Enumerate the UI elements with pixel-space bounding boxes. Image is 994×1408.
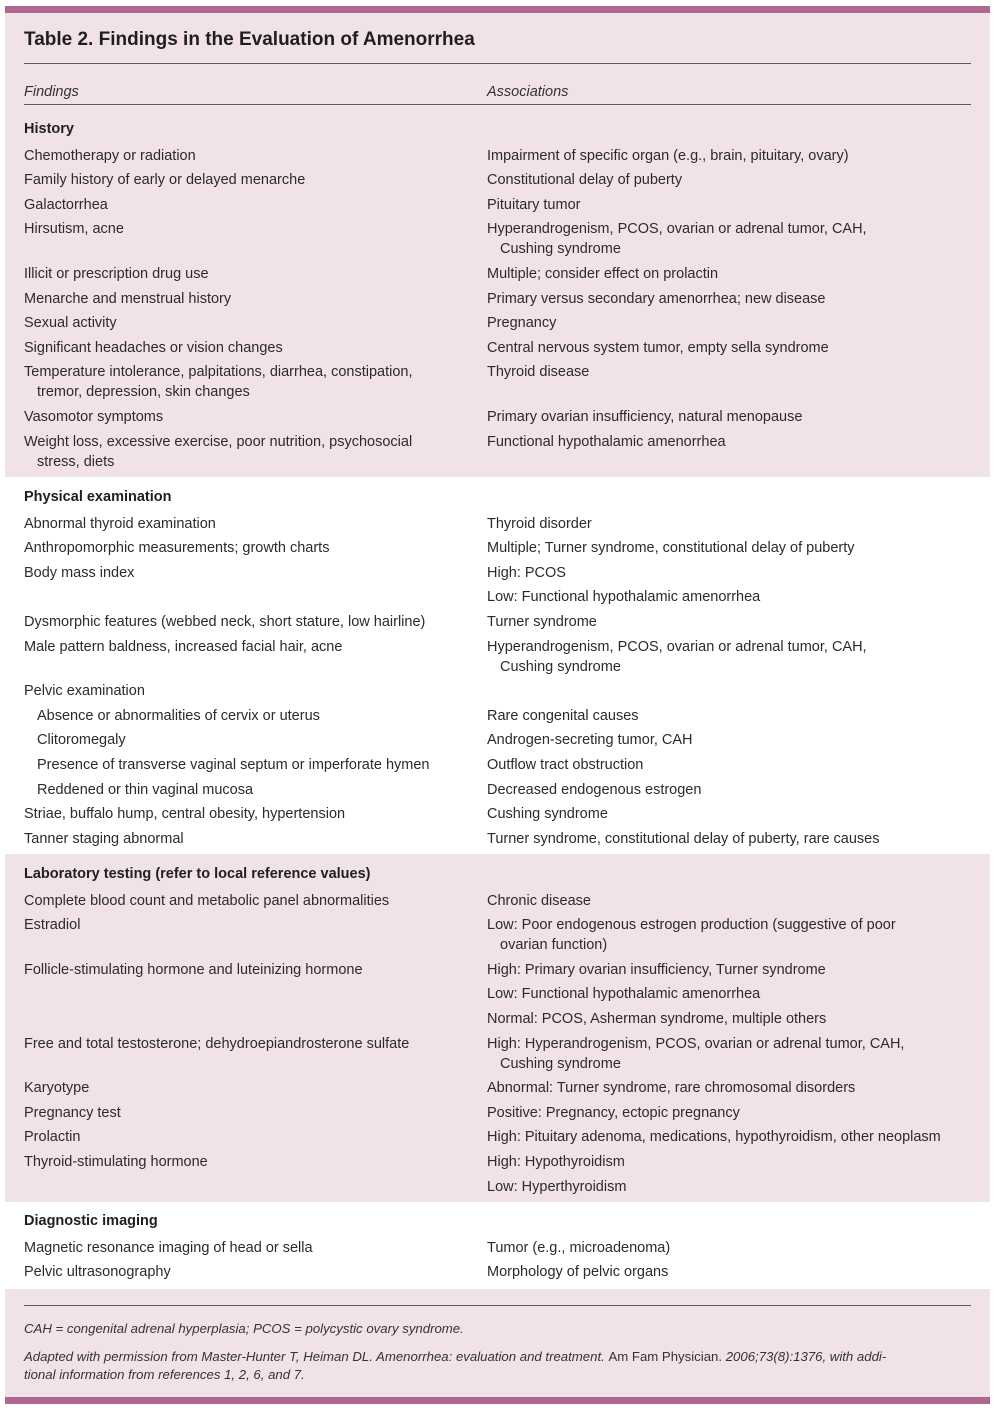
finding-text: Pelvic ultrasonography	[24, 1264, 171, 1281]
footnote-citation: 2006;73(8):1376, with addi-	[722, 1349, 887, 1364]
finding-cell	[37, 706, 320, 726]
association-text: Morphology of pelvic organs	[487, 1264, 669, 1281]
finding-text: Follicle-stimulating hormone and luteinizing hormone	[24, 961, 363, 978]
association-cell	[487, 338, 829, 358]
footnote-abbreviations: CAH = congenital adrenal hyperplasia; PCOS = polycystic ovary syndrome.	[24, 1321, 464, 1336]
footnote-source-text: Adapted with permission from Master-Hunter T, Heiman DL. Amenorrhea: evaluation and treatment.	[24, 1349, 609, 1364]
finding-cell	[24, 804, 345, 824]
finding-cell	[24, 612, 425, 632]
finding-cell	[24, 1034, 409, 1054]
association-cell	[487, 730, 693, 750]
bottom-accent-bar	[5, 1397, 990, 1404]
finding-cell	[24, 538, 329, 558]
finding-cell	[24, 338, 283, 358]
association-text: Low: Functional hypothalamic amenorrhea	[487, 986, 761, 1003]
association-cell	[487, 195, 580, 215]
association-text: Central nervous system tumor, empty sella syndrome	[487, 339, 829, 356]
association-text: Chronic disease	[487, 892, 591, 909]
association-text: Multiple; consider effect on prolactin	[487, 265, 719, 282]
association-text: Hyperandrogenism, PCOS, ovarian or adrenal tumor, CAH,	[487, 221, 867, 238]
finding-cell	[24, 891, 389, 911]
finding-cell	[24, 289, 231, 309]
association-text: Thyroid disorder	[487, 515, 592, 532]
association-cell	[487, 612, 597, 632]
association-text: Cushing syndrome	[500, 241, 621, 258]
association-cell	[487, 563, 566, 583]
finding-text: tremor, depression, skin changes	[37, 384, 250, 401]
finding-text: Dysmorphic features (webbed neck, short stature, low hairline)	[24, 613, 426, 630]
finding-text: Karyotype	[24, 1080, 90, 1097]
finding-text: Complete blood count and metabolic panel abnormalities	[24, 892, 390, 909]
association-text: Pregnancy	[487, 315, 557, 332]
association-text: Constitutional delay of puberty	[487, 172, 683, 189]
association-cell	[487, 170, 682, 190]
finding-text: Menarche and menstrual history	[24, 290, 232, 307]
association-text: ovarian function)	[500, 937, 608, 954]
finding-text: Striae, buffalo hump, central obesity, hypertension	[24, 806, 346, 823]
finding-text: Male pattern baldness, increased facial hair, acne	[24, 638, 343, 655]
association-cell	[487, 219, 867, 259]
association-cell	[487, 1078, 855, 1098]
association-cell	[487, 264, 718, 284]
association-cell	[487, 514, 592, 534]
association-cell	[487, 984, 760, 1004]
association-text: Normal: PCOS, Asherman syndrome, multiple others	[487, 1010, 827, 1027]
title-rule	[24, 63, 971, 64]
association-cell	[487, 780, 701, 800]
finding-cell	[24, 563, 134, 583]
association-text: Tumor (e.g., microadenoma)	[487, 1239, 671, 1256]
finding-cell	[24, 219, 124, 239]
association-text: Primary ovarian insufficiency, natural menopause	[487, 408, 803, 425]
finding-cell	[24, 146, 196, 166]
association-text: High: Pituitary adenoma, medications, hypothyroidism, other neoplasm	[487, 1129, 941, 1146]
association-text: Cushing syndrome	[487, 806, 608, 823]
finding-text: Absence or abnormalities of cervix or uterus	[37, 707, 320, 724]
finding-cell	[24, 1152, 208, 1172]
finding-text: Anthropomorphic measurements; growth charts	[24, 540, 330, 557]
finding-cell	[37, 730, 126, 750]
finding-cell	[24, 1262, 171, 1282]
section-title: Physical examination	[24, 489, 172, 505]
finding-cell	[37, 780, 253, 800]
association-text: Abnormal: Turner syndrome, rare chromosomal disorders	[487, 1080, 856, 1097]
association-cell	[487, 1034, 904, 1074]
finding-cell	[24, 960, 363, 980]
finding-cell	[24, 829, 184, 849]
finding-cell	[24, 637, 342, 657]
association-text: Hyperandrogenism, PCOS, ovarian or adrenal tumor, CAH,	[487, 638, 867, 655]
finding-text: Body mass index	[24, 564, 135, 581]
association-cell	[487, 538, 855, 558]
association-cell	[487, 755, 643, 775]
association-text: Turner syndrome, constitutional delay of puberty, rare causes	[487, 830, 880, 847]
finding-text: Hirsutism, acne	[24, 221, 124, 238]
association-cell	[487, 432, 726, 452]
association-text: Low: Poor endogenous estrogen production (suggestive of poor	[487, 917, 896, 934]
association-text: High: PCOS	[487, 564, 566, 581]
finding-text: Abnormal thyroid examination	[24, 515, 216, 532]
association-cell	[487, 1009, 826, 1029]
finding-text: Chemotherapy or radiation	[24, 147, 196, 164]
footnote-journal: Am Fam Physician.	[608, 1349, 723, 1364]
finding-cell	[24, 514, 216, 534]
association-text: Primary versus secondary amenorrhea; new disease	[487, 290, 826, 307]
association-cell	[487, 146, 849, 166]
association-cell	[487, 1262, 668, 1282]
association-cell	[487, 407, 802, 427]
association-cell	[487, 362, 589, 382]
association-cell	[487, 289, 825, 309]
association-cell	[487, 1127, 941, 1147]
association-text: Decreased endogenous estrogen	[487, 781, 702, 798]
top-accent-bar	[5, 6, 990, 13]
finding-text: Illicit or prescription drug use	[24, 265, 209, 282]
finding-cell	[24, 1127, 80, 1147]
association-cell	[487, 637, 867, 677]
footnote-source	[24, 1348, 886, 1366]
association-text: Outflow tract obstruction	[487, 756, 644, 773]
association-cell	[487, 960, 826, 980]
finding-cell	[24, 1238, 313, 1258]
finding-text: Magnetic resonance imaging of head or sella	[24, 1239, 313, 1256]
association-cell	[487, 829, 880, 849]
association-text: High: Hyperandrogenism, PCOS, ovarian or adrenal tumor, CAH,	[487, 1035, 905, 1052]
finding-text: stress, diets	[37, 453, 115, 470]
association-cell	[487, 1238, 670, 1258]
header-rule	[24, 104, 971, 105]
association-cell	[487, 891, 591, 911]
association-cell	[487, 313, 556, 333]
finding-cell	[24, 170, 305, 190]
finding-text: Weight loss, excessive exercise, poor nutrition, psychosocial	[24, 433, 413, 450]
finding-cell	[24, 1103, 121, 1123]
finding-text: Estradiol	[24, 917, 81, 934]
association-text: Rare congenital causes	[487, 707, 639, 724]
finding-text: Temperature intolerance, palpitations, diarrhea, constipation,	[24, 364, 413, 381]
finding-text: Thyroid-stimulating hormone	[24, 1153, 208, 1170]
association-text: Thyroid disease	[487, 364, 590, 381]
association-text: Positive: Pregnancy, ectopic pregnancy	[487, 1104, 740, 1121]
finding-text: Clitoromegaly	[37, 732, 126, 749]
finding-cell	[24, 362, 413, 402]
association-cell	[487, 1152, 625, 1172]
finding-text: Reddened or thin vaginal mucosa	[37, 781, 254, 798]
finding-text: Pelvic examination	[24, 683, 145, 700]
footer-rule	[24, 1305, 971, 1306]
finding-cell	[24, 407, 163, 427]
association-text: Cushing syndrome	[500, 1055, 621, 1072]
finding-cell	[24, 1078, 89, 1098]
finding-text: Free and total testosterone; dehydroepiandrosterone sulfate	[24, 1035, 410, 1052]
finding-cell	[24, 915, 80, 935]
association-cell	[487, 1103, 740, 1123]
section-title: Laboratory testing (refer to local reference values)	[24, 866, 371, 882]
column-header-associations: Associations	[487, 84, 569, 100]
association-text: High: Primary ovarian insufficiency, Turner syndrome	[487, 961, 826, 978]
table-title: Table 2. Findings in the Evaluation of Amenorrhea	[24, 29, 475, 50]
finding-text: Sexual activity	[24, 315, 117, 332]
finding-cell	[24, 313, 117, 333]
finding-text: Tanner staging abnormal	[24, 830, 184, 847]
association-text: Low: Hyperthyroidism	[487, 1178, 627, 1195]
association-cell	[487, 706, 639, 726]
association-text: Cushing syndrome	[500, 658, 621, 675]
finding-cell	[37, 755, 430, 775]
finding-text: Pregnancy test	[24, 1104, 121, 1121]
association-text: Androgen-secreting tumor, CAH	[487, 732, 693, 749]
association-cell	[487, 804, 608, 824]
finding-cell	[24, 432, 412, 472]
finding-cell	[24, 264, 209, 284]
finding-cell	[24, 681, 145, 701]
finding-text: Family history of early or delayed menarche	[24, 172, 306, 189]
association-text: Functional hypothalamic amenorrhea	[487, 433, 726, 450]
association-text: Turner syndrome	[487, 613, 597, 630]
finding-text: Vasomotor symptoms	[24, 408, 164, 425]
association-cell	[487, 915, 896, 955]
finding-text: Significant headaches or vision changes	[24, 339, 283, 356]
association-text: Low: Functional hypothalamic amenorrhea	[487, 589, 761, 606]
footnote-source-line2: tional information from references 1, 2, 6, and 7.	[24, 1367, 305, 1382]
association-text: Impairment of specific organ (e.g., brain, pituitary, ovary)	[487, 147, 849, 164]
finding-cell	[24, 195, 108, 215]
association-text: Pituitary tumor	[487, 196, 581, 213]
finding-text: Galactorrhea	[24, 196, 108, 213]
association-cell	[487, 587, 760, 607]
finding-text: Presence of transverse vaginal septum or imperforate hymen	[37, 756, 430, 773]
finding-text: Prolactin	[24, 1129, 81, 1146]
association-cell	[487, 1177, 626, 1197]
association-text: Multiple; Turner syndrome, constitutional delay of puberty	[487, 540, 855, 557]
column-header-findings: Findings	[24, 84, 79, 100]
section-title: History	[24, 121, 74, 137]
section-title: Diagnostic imaging	[24, 1213, 158, 1229]
association-text: High: Hypothyroidism	[487, 1153, 625, 1170]
